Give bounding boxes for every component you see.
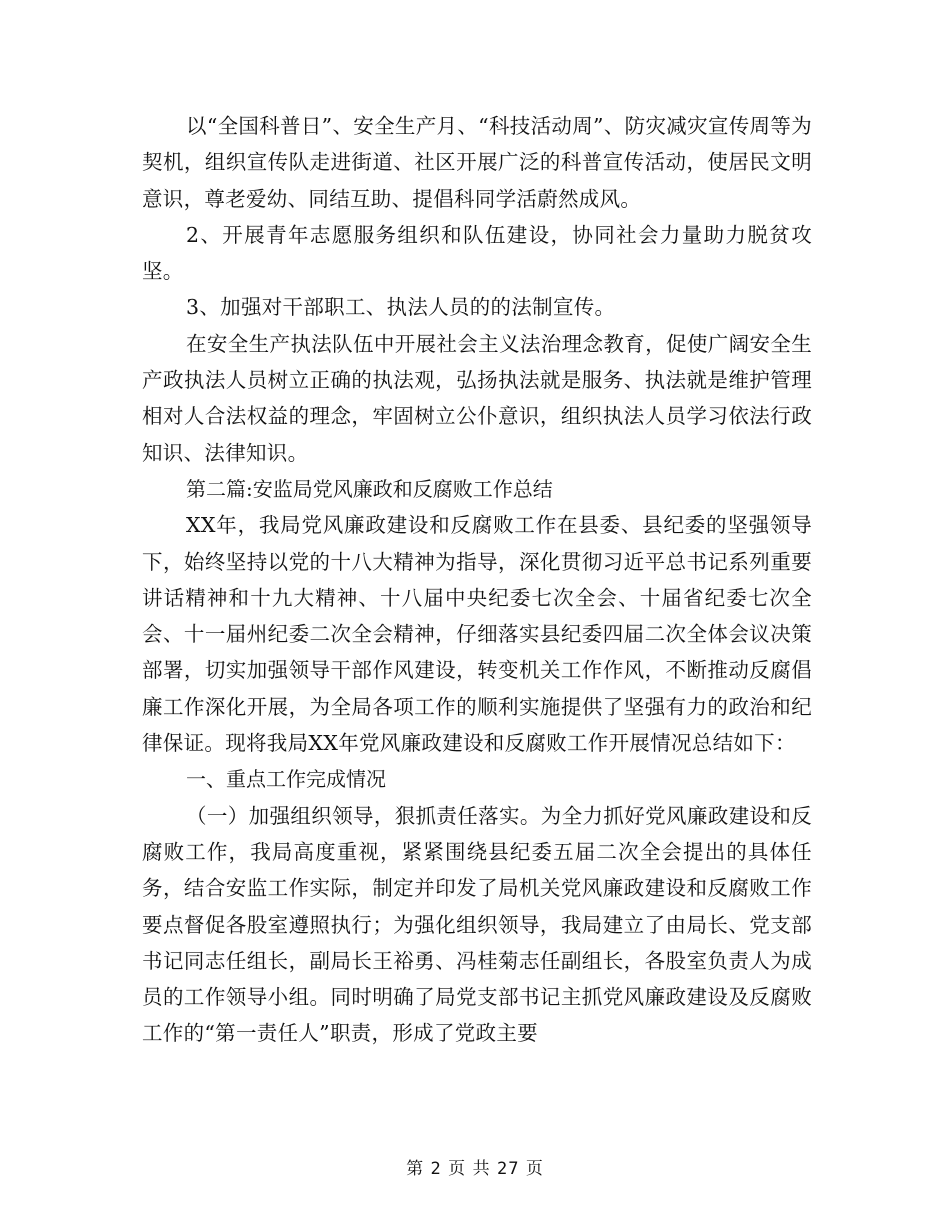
page-number-footer — [0, 1154, 950, 1179]
paragraph-item-1: （一）加强组织领导，狠抓责任落实。为全力抓好党风廉政建设和反腐败工作，我局高度重视，紧紧围绕县纪委五届二次全会提出的具体任务，结合安监工作实际，制定并印发了局机关党风廉政建设和反腐败工作要点督促各股室遵照执行；为强化组织领导，我局建立了由局长、党支部书记同志任组长，副局长王裕勇、冯桂菊志任副组长，各股室负责人为成员的工作领导小组。同时明确了局党支部书记主抓党风廉政建设及反腐败工作的“第一责任人”职责，形成了党政主要 — [142, 803, 812, 1046]
current-page-number: 2 — [430, 1159, 442, 1179]
total-page-count: 27 — [496, 1159, 520, 1179]
paragraph-intro: XX年，我局党风廉政建设和反腐败工作在县委、县纪委的坚强领导下，始终坚持以党的十八大精神为指导，深化贯彻习近平总书记系列重要讲话精神和十九大精神、十八届中央纪委七次全会、十届省纪委七次全会、十一届州纪委二次全会精神，仔细落实县纪委四届二次全体会议决策部署，切实加强领导干部作风建设，转变机关工作作风，不断推动反腐倡廉工作深化开展，为全局各项工作的顺利实施提供了坚强有力的政治和纪律保证。现将我局XX年党风廉政建设和反腐败工作开展情况总结如下： — [142, 513, 812, 756]
document-body — [142, 108, 812, 1052]
footer-middle: 页 共 — [448, 1159, 491, 1179]
paragraph-volunteer-service: 2、开展青年志愿服务组织和队伍建设，协同社会力量助力脱贫攻坚。 — [142, 222, 812, 284]
subheading-key-work: 一、重点工作完成情况 — [186, 767, 386, 792]
paragraph-legal-publicity: 3、加强对干部职工、执法人员的的法制宣传。 — [186, 295, 616, 320]
footer-prefix: 第 — [406, 1159, 425, 1179]
paragraph-science-publicity: 以“全国科普日”、安全生产月、“科技活动周”、防灾减灾宣传周等为契机，组织宣传队走进街道、社区开展广泛的科普宣传活动，使居民文明意识，尊老爱幼、同结互助、提倡科同学活蔚然成风。 — [142, 114, 812, 211]
footer-suffix: 页 — [525, 1159, 544, 1179]
paragraph-law-education: 在安全生产执法队伍中开展社会主义法治理念教育，促使广阔安全生产政执法人员树立正确的执法观，弘扬执法就是服务、执法就是维护管理相对人合法权益的理念，牢固树立公仆意识，组织执法人员学习依法行政知识、法律知识。 — [142, 331, 812, 465]
section-title: 第二篇:安监局党风廉政和反腐败工作总结 — [186, 476, 553, 501]
